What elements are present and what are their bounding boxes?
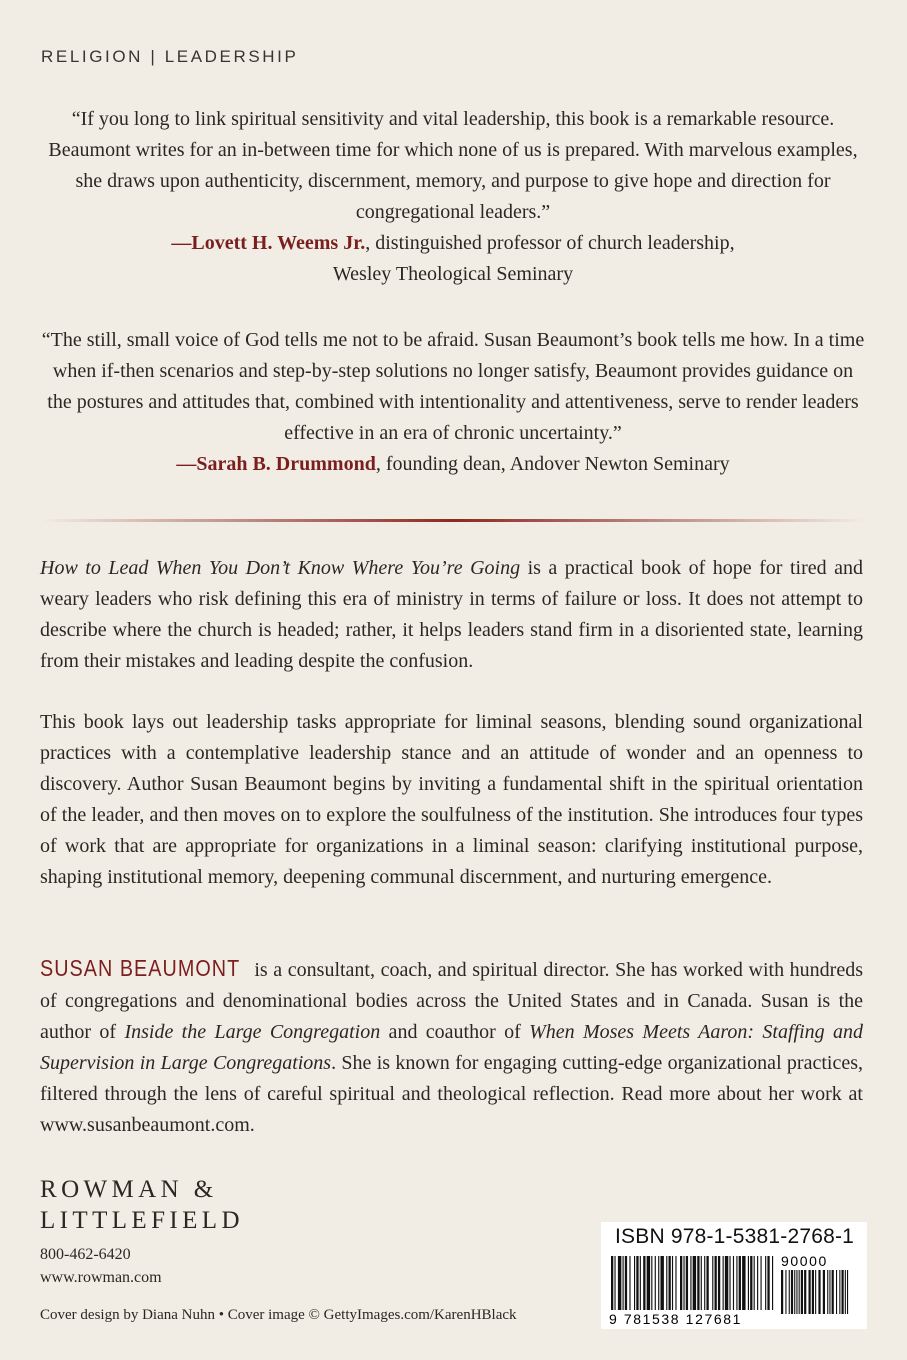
barcode-bar <box>765 1256 766 1310</box>
barcode-addon-bar <box>809 1270 811 1314</box>
barcode-bar <box>647 1256 650 1310</box>
barcode-bar <box>739 1256 741 1310</box>
barcode-addon-bar <box>796 1270 797 1314</box>
barcode-addon-bar <box>842 1270 844 1314</box>
barcode-bar <box>669 1256 671 1310</box>
barcode-bar <box>680 1256 682 1310</box>
blurb-author-name: Lovett H. Weems Jr. <box>191 232 366 254</box>
barcode-bar <box>686 1256 688 1310</box>
barcode-bar <box>640 1256 641 1310</box>
publisher-website[interactable]: www.rowman.com <box>40 1269 162 1286</box>
publisher-contact <box>40 1243 162 1289</box>
barcode-bar <box>643 1256 645 1310</box>
barcode-addon-bar <box>804 1270 806 1314</box>
barcode-bar <box>757 1256 758 1310</box>
barcode-bar <box>715 1256 717 1310</box>
barcode-bar <box>618 1256 621 1310</box>
barcode-addon-bar <box>799 1270 800 1314</box>
barcode-bar <box>625 1256 627 1310</box>
publisher-logo: ROWMAN & LITTLEFIELD <box>40 1176 244 1234</box>
publisher-phone: 800-462-6420 <box>40 1246 131 1263</box>
author-name: SUSAN BEAUMONT <box>40 955 241 981</box>
barcode-bar <box>634 1256 635 1310</box>
author-bio: SUSAN BEAUMONT is a consultant, coach, and spiritual director. She has worked with hundreds of congregations and denominational bodies across the United States and in Canada. Susan is the author of Inside the Large Congregation and coauthor of When Moses Meets Aaron: Staffing and Supervision in Large Congregations. She is known for engaging cutting-edge organizational practices, filtered through the lens of careful spiritual and theological reflection. Read more about her work at www.susanbeaumont.com. <box>40 955 864 1136</box>
barcode-bar <box>729 1256 730 1310</box>
cover-credits: Cover design by Diana Nuhn • Cover image © GettyImages.com/KarenHBlack <box>40 1307 517 1323</box>
barcode-addon-bar <box>818 1270 820 1314</box>
category-label: RELIGION | LEADERSHIP <box>41 47 299 66</box>
barcode-bar <box>712 1256 713 1310</box>
barcode-addon-bar <box>832 1270 834 1314</box>
author-book-1: Inside the Large Congregation <box>124 1021 381 1043</box>
barcode-bar <box>742 1256 745 1310</box>
price-code: 90000 <box>781 1256 828 1269</box>
barcode-bar <box>611 1256 613 1310</box>
barcode-bar <box>658 1256 659 1310</box>
barcode-bar <box>718 1256 720 1310</box>
barcode-bar <box>651 1256 652 1310</box>
barcode-bar <box>683 1256 684 1310</box>
barcode-addon-bar <box>836 1270 837 1314</box>
barcode-bar <box>697 1256 699 1310</box>
barcode-bar <box>706 1256 708 1310</box>
barcode-bar <box>736 1256 737 1310</box>
author-book-2: When Moses Meets Aaron: Staffing and Supervision in Large Congregations <box>40 1021 864 1074</box>
barcode-bar <box>690 1256 691 1310</box>
barcode-bar <box>623 1256 624 1310</box>
barcode-bar <box>655 1256 656 1310</box>
section-divider <box>40 519 866 522</box>
blurb-attribution: —Sarah B. Drummond, founding dean, Andover Newton Seminary <box>176 453 730 475</box>
barcode-bar <box>666 1256 667 1310</box>
isbn-barcode-block <box>601 1222 867 1329</box>
barcode-bar <box>733 1256 734 1310</box>
barcode-bar <box>614 1256 615 1310</box>
blurb-quote: “If you long to link spiritual sensitivity and vital leadership, this book is a remarkable resource. Beaumont writes for an in-between time for which none of us is prepared. With marvelous examples, she draws upon authenticity, discernment, memory, and purpose to give hope and direction for congregational leaders.” <box>48 108 858 223</box>
barcode-bar <box>761 1256 762 1310</box>
blurb-affiliation: Wesley Theological Seminary <box>332 263 574 285</box>
barcode-addon-bar <box>812 1270 814 1314</box>
barcode-addon-bar <box>781 1270 783 1314</box>
blurb-attribution: —Lovett H. Weems Jr., distinguished professor of church leadership, Wesley Theological Seminary <box>171 232 735 285</box>
barcode-bar <box>754 1256 755 1310</box>
barcode-bar <box>748 1256 749 1310</box>
description-paragraph-2: This book lays out leadership tasks appropriate for liminal seasons, blending sound organizational practices with a contemplative leadership stance and an attitude of wonder and an openness to discovery. Author Susan Beaumont begins by inviting a fundamental shift in the spiritual orientation of the leader, and then moves on to explore the soulfulness of the institution. She introduces four types of work that are appropriate for organizations in a liminal season: clarifying institutional purpose, shaping institutional memory, deepening communal discernment, and nurturing emergence. <box>40 711 863 888</box>
barcode-addon-bar <box>829 1270 830 1314</box>
barcode-bar <box>693 1256 696 1310</box>
barcode-bar <box>704 1256 705 1310</box>
barcode-addon-bar <box>839 1270 840 1314</box>
blurb-drummond <box>40 325 866 480</box>
barcode-addon-bar <box>791 1270 793 1314</box>
barcode-addon-bar <box>789 1270 790 1314</box>
barcode-bar <box>767 1256 769 1310</box>
barcode-addon-bar <box>794 1270 795 1314</box>
barcode-addon-bar <box>847 1270 848 1314</box>
isbn-label: ISBN 978-1-5381-2768-1 <box>615 1225 855 1248</box>
blurb-author-name: Sarah B. Drummond <box>196 453 376 475</box>
barcode-addon-bar <box>815 1270 816 1314</box>
barcode-bar <box>629 1256 630 1310</box>
barcode-addon-bar <box>845 1270 846 1314</box>
barcode-addon-bar <box>785 1270 786 1314</box>
barcode-bar <box>772 1256 773 1310</box>
barcode-addon-bar <box>823 1270 825 1314</box>
ean-digits: 9 781538 127681 <box>609 1311 742 1326</box>
barcode-bar <box>675 1256 676 1310</box>
barcode-bar <box>725 1256 728 1310</box>
barcode-bar <box>723 1256 724 1310</box>
blurb-quote: “The still, small voice of God tells me not to be afraid. Susan Beaumont’s book tells me how. In a time when if-then scenarios and step-by-step solutions no longer satisfy, Beaumont provides guidance on the postures and attitudes that, combined with intentionality and attentiveness, serve to render leaders effective in an era of chronic uncertainty.” <box>41 329 865 444</box>
barcode-bar <box>636 1256 638 1310</box>
barcode-bar <box>701 1256 702 1310</box>
barcode-bar <box>750 1256 752 1310</box>
barcode-bar <box>672 1256 673 1310</box>
barcode-addon-bar <box>801 1270 803 1314</box>
barcode-bar <box>660 1256 663 1310</box>
book-title: How to Lead When You Don’t Know Where You’re Going <box>40 557 521 579</box>
description-paragraph-1: How to Lead When You Don’t Know Where You’re Going is a practical book of hope for tired and weary leaders who risk defining this era of ministry in terms of failure or loss. It does not attempt to describe where the church is headed; rather, it helps leaders stand firm in a disoriented state, learning from their mistakes and leading despite the confusion. <box>40 557 863 672</box>
blurb-weems <box>40 104 866 290</box>
barcode-icon <box>609 1256 859 1326</box>
barcode-addon-bar <box>827 1270 828 1314</box>
